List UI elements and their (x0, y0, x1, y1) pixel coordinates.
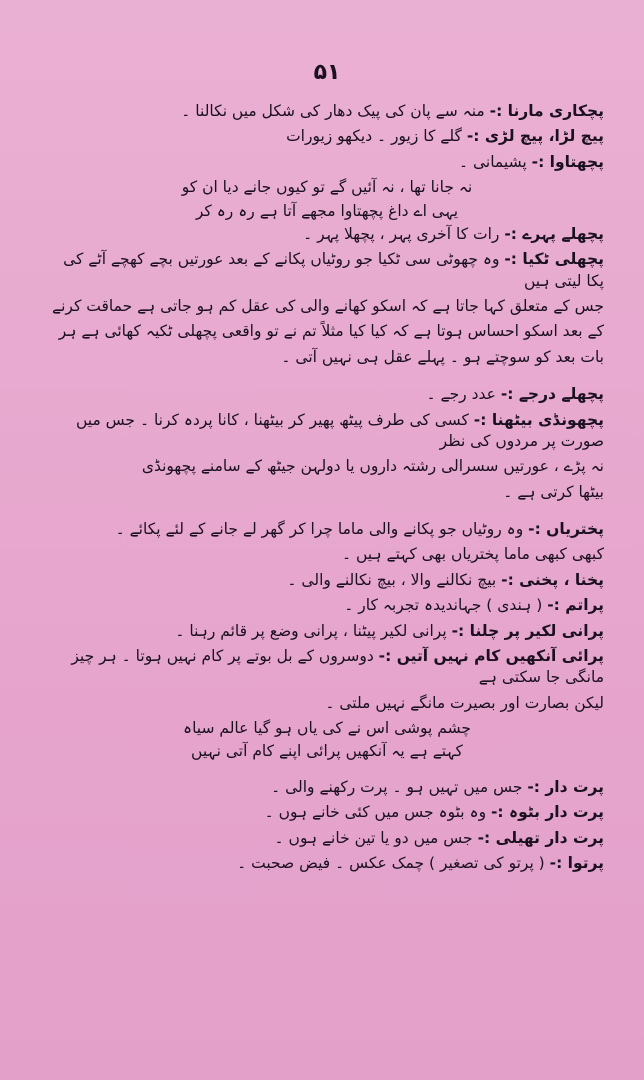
dictionary-entry (50, 126, 604, 147)
dictionary-entry (50, 777, 604, 798)
dictionary-entry (50, 621, 604, 642)
entry-term: پختریاں :- (528, 520, 604, 538)
entry-definition: ( پرتو کی تصغیر ) چمک عکس ۔ فیض صحبت ۔ (237, 853, 550, 872)
verse-line: نہ جانا تھا ، نہ آئیں گے تو کیوں جانے دیا ان کو (181, 178, 473, 197)
entry-definition: جس میں تہیں ہو ۔ پرت رکھنے والی ۔ (271, 777, 528, 796)
entry-term: پرتوا :- (549, 853, 604, 872)
continuation-line: کے بعد اسکو احساس ہوتا ہے کہ کیا کیا مثلاً تم نے تو واقعی پچھلی ٹکیہ کھائی ہے ہر (58, 322, 604, 341)
entry-definition: گلے کا زیور ۔ دیکھو زیورات (286, 127, 467, 146)
entry-definition: ( ہندی ) جہاندیدہ تجربہ کار ۔ (344, 596, 548, 615)
dictionary-entry (50, 646, 604, 689)
dictionary-entry (50, 802, 604, 823)
continuation-line: نہ پڑے ، عورتیں سسرالی رشتہ داروں یا دولہن جیٹھ کے سامنے پچھونڈی (141, 457, 604, 476)
entry-definition: دوسروں کے بل بوتے پر کام نہیں ہوتا ۔ ہر چیز مانگی جا سکتی ہے (71, 646, 604, 687)
entry-term: پچھلے پہرے :- (504, 224, 604, 243)
dictionary-entry (50, 519, 604, 540)
entry-definition: کسی کی طرف پیٹھ پھیر کر بیٹھنا ، کانا پردہ کرنا ۔ جس میں صورت پر مردوں کی نظر (75, 410, 604, 450)
section-gap (50, 372, 604, 384)
section-gap (50, 507, 604, 519)
entry-term: پخنا ، پخنی :- (501, 570, 604, 589)
dictionary-entry (50, 410, 604, 453)
dictionary-entries (50, 101, 604, 874)
entry-definition: وہ بٹوہ جس میں کئی خانے ہوں ۔ (264, 803, 491, 822)
page-number: ۵۱ (313, 60, 341, 85)
entry-term: پرت دار :- (527, 777, 604, 796)
entry-definition: منہ سے پان کی پیک دھار کی شکل میں نکالنا ۔ (181, 102, 490, 120)
entry-definition: وہ روٹیاں جو پکانے والی ماما چرا کر گھر لے جانے کے لئے پکائے ۔ (115, 520, 529, 538)
dictionary-entry (50, 249, 604, 292)
entry-term: پراتم :- (547, 596, 604, 615)
dictionary-entry (50, 570, 604, 591)
continuation-line: بیٹھا کرتی ہے ۔ (503, 482, 604, 501)
entry-definition: رات کا آخری پہر ، پچھلا پہر ۔ (303, 224, 505, 243)
entry-definition: پشیمانی ۔ (458, 152, 532, 171)
continuation-line: کبھی کبھی ماما پختریاں بھی کہتے ہیں ۔ (342, 545, 604, 564)
verse-line: یہی اے داغ پچھتاوا مجھے آتا ہے رہ رہ کر (195, 201, 459, 220)
continuation-line: بات بعد کو سوچتے ہو ۔ پہلے عقل ہی نہیں آتی ۔ (281, 347, 604, 366)
entry-term: پرت دار تھیلی :- (477, 828, 604, 847)
entry-definition: وہ چھوٹی سی ٹکیا جو روٹیاں پکانے کے بعد عورتیں بچے کھچے آٹے کی پکا لیتی ہیں (63, 250, 604, 290)
verse-line: کہتے ہے یہ آنکھیں پرائی اپنے کام آتی نہیں (191, 742, 463, 761)
entry-term: پچھلے درجے :- (500, 385, 604, 404)
dictionary-entry (50, 224, 604, 245)
entry-term: پرائی آنکھیں کام نہیں آتیں :- (378, 646, 604, 665)
entry-term: پچکاری مارنا :- (489, 102, 604, 120)
entry-term: پیچ لڑا، پیچ لڑی :- (466, 127, 604, 146)
continuation-line: لیکن بصارت اور بصیرت مانگے نہیں ملتی ۔ (325, 693, 604, 712)
entry-definition: جس میں دو یا تین خانے ہوں ۔ (274, 828, 478, 847)
entry-definition: بیچ نکالنے والا ، بیچ نکالنے والی ۔ (287, 570, 502, 589)
dictionary-entry (50, 101, 604, 122)
continuation-line: جس کے متعلق کہا جاتا ہے کہ اسکو کھانے والی کی عقل کم ہو جاتی ہے حماقت کرنے (52, 297, 604, 315)
dictionary-entry (50, 595, 604, 616)
entry-term: پچھونڈی بیٹھنا :- (473, 410, 604, 429)
dictionary-entry (50, 853, 604, 874)
entry-term: پچھتاوا :- (531, 152, 604, 171)
verse-line: چشم پوشی اس نے کی یاں ہو گیا عالم سیاہ (183, 719, 471, 737)
entry-definition: عدد رجے ۔ (426, 385, 501, 404)
dictionary-entry (50, 152, 604, 173)
entry-term: پرت دار بٹوہ :- (491, 803, 604, 822)
dictionary-entry (50, 828, 604, 849)
dictionary-entry (50, 384, 604, 405)
entry-definition: پرانی لکیر پیٹنا ، پرانی وضع پر قائم رہنا ۔ (175, 621, 452, 640)
entry-term: پرانی لکیر پر چلنا :- (451, 621, 604, 640)
entry-term: پچھلی ٹکیا :- (504, 250, 604, 269)
section-gap (50, 765, 604, 777)
